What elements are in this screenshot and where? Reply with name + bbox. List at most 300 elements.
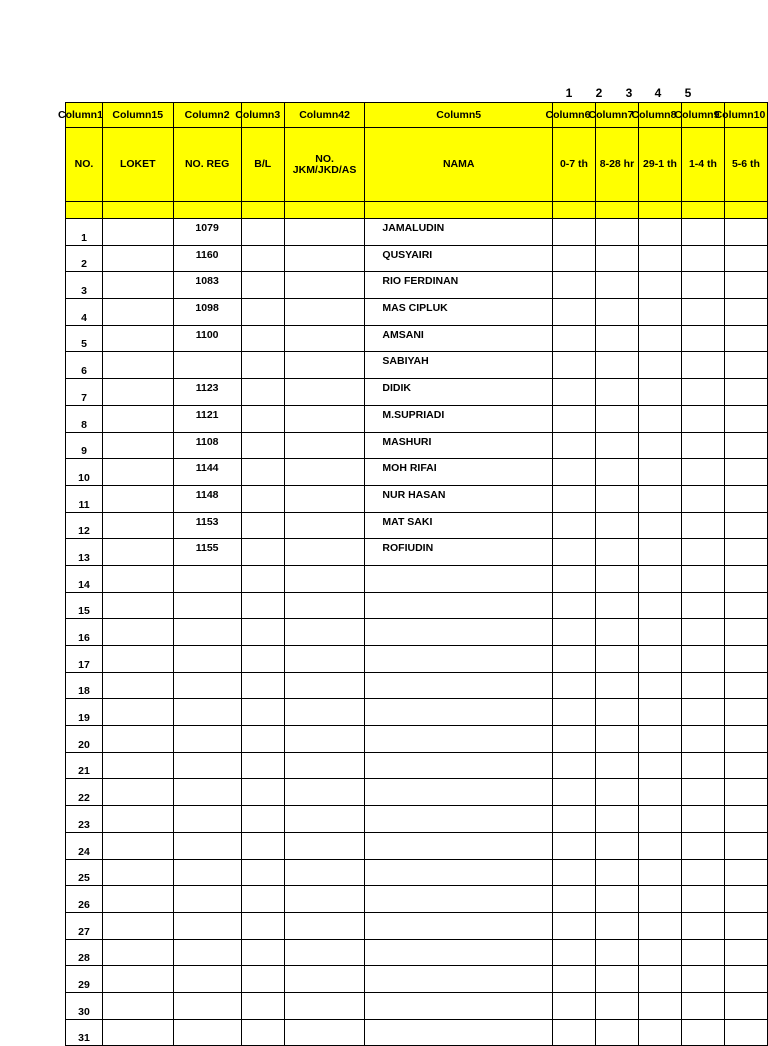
cell-no[interactable]: 15: [66, 592, 103, 619]
cell-age-1-4[interactable]: [681, 565, 724, 592]
cell-age-8-28[interactable]: [595, 405, 638, 432]
cell-age-5-6[interactable]: [724, 592, 767, 619]
cell-nama[interactable]: MOH RIFAI: [365, 459, 553, 486]
cell-age-29-1[interactable]: [638, 512, 681, 539]
cell-age-8-28[interactable]: [595, 806, 638, 833]
cell-age-1-4[interactable]: [681, 646, 724, 673]
cell-bl[interactable]: [241, 485, 284, 512]
cell-age-1-4[interactable]: [681, 432, 724, 459]
cell-nama[interactable]: MAT SAKI: [365, 512, 553, 539]
cell-no[interactable]: 6: [66, 352, 103, 379]
cell-age-1-4[interactable]: [681, 592, 724, 619]
cell-loket[interactable]: [103, 779, 174, 806]
cell-jkm[interactable]: [284, 779, 365, 806]
cell-age-8-28[interactable]: [595, 752, 638, 779]
cell-loket[interactable]: [103, 272, 174, 299]
cell-age-1-4[interactable]: [681, 752, 724, 779]
cell-age-1-4[interactable]: [681, 405, 724, 432]
cell-nama[interactable]: [365, 779, 553, 806]
cell-no[interactable]: 23: [66, 806, 103, 833]
blank-cell[interactable]: [638, 202, 681, 219]
cell-no-reg[interactable]: [173, 646, 241, 673]
cell-nama[interactable]: MAS CIPLUK: [365, 299, 553, 326]
blank-cell[interactable]: [241, 202, 284, 219]
cell-age-5-6[interactable]: [724, 512, 767, 539]
cell-age-0-7[interactable]: [552, 646, 595, 673]
cell-age-5-6[interactable]: [724, 672, 767, 699]
cell-bl[interactable]: [241, 966, 284, 993]
cell-no-reg[interactable]: [173, 565, 241, 592]
cell-bl[interactable]: [241, 1019, 284, 1046]
cell-age-1-4[interactable]: [681, 245, 724, 272]
cell-age-1-4[interactable]: [681, 619, 724, 646]
cell-jkm[interactable]: [284, 565, 365, 592]
cell-age-5-6[interactable]: [724, 299, 767, 326]
cell-age-29-1[interactable]: [638, 219, 681, 246]
cell-age-8-28[interactable]: [595, 726, 638, 753]
cell-no[interactable]: 26: [66, 886, 103, 913]
cell-bl[interactable]: [241, 219, 284, 246]
cell-age-5-6[interactable]: [724, 966, 767, 993]
cell-age-0-7[interactable]: [552, 592, 595, 619]
cell-bl[interactable]: [241, 992, 284, 1019]
column-header[interactable]: Column2: [173, 103, 241, 128]
cell-jkm[interactable]: [284, 672, 365, 699]
cell-nama[interactable]: NUR HASAN: [365, 485, 553, 512]
cell-age-29-1[interactable]: [638, 672, 681, 699]
cell-age-1-4[interactable]: [681, 352, 724, 379]
cell-age-8-28[interactable]: [595, 299, 638, 326]
cell-nama[interactable]: [365, 592, 553, 619]
cell-age-0-7[interactable]: [552, 859, 595, 886]
cell-bl[interactable]: [241, 619, 284, 646]
cell-age-8-28[interactable]: [595, 565, 638, 592]
cell-age-1-4[interactable]: [681, 272, 724, 299]
cell-nama[interactable]: ROFIUDIN: [365, 539, 553, 566]
cell-age-8-28[interactable]: [595, 272, 638, 299]
cell-age-8-28[interactable]: [595, 539, 638, 566]
cell-age-8-28[interactable]: [595, 886, 638, 913]
cell-loket[interactable]: [103, 672, 174, 699]
cell-nama[interactable]: [365, 699, 553, 726]
cell-age-5-6[interactable]: [724, 646, 767, 673]
cell-age-5-6[interactable]: [724, 992, 767, 1019]
column-header[interactable]: Column1: [66, 103, 103, 128]
cell-age-8-28[interactable]: [595, 512, 638, 539]
blank-cell[interactable]: [365, 202, 553, 219]
blank-cell[interactable]: [284, 202, 365, 219]
cell-age-1-4[interactable]: [681, 886, 724, 913]
cell-bl[interactable]: [241, 565, 284, 592]
cell-nama[interactable]: [365, 992, 553, 1019]
cell-jkm[interactable]: [284, 405, 365, 432]
cell-age-8-28[interactable]: [595, 379, 638, 406]
cell-age-0-7[interactable]: [552, 699, 595, 726]
cell-no[interactable]: 19: [66, 699, 103, 726]
cell-age-0-7[interactable]: [552, 565, 595, 592]
cell-no-reg[interactable]: 1144: [173, 459, 241, 486]
cell-loket[interactable]: [103, 752, 174, 779]
cell-age-0-7[interactable]: [552, 752, 595, 779]
cell-age-1-4[interactable]: [681, 485, 724, 512]
cell-loket[interactable]: [103, 1019, 174, 1046]
cell-age-29-1[interactable]: [638, 886, 681, 913]
cell-loket[interactable]: [103, 699, 174, 726]
cell-no[interactable]: 29: [66, 966, 103, 993]
cell-no-reg[interactable]: [173, 752, 241, 779]
cell-no-reg[interactable]: [173, 912, 241, 939]
cell-loket[interactable]: [103, 939, 174, 966]
cell-nama[interactable]: [365, 565, 553, 592]
cell-age-29-1[interactable]: [638, 859, 681, 886]
cell-age-1-4[interactable]: [681, 299, 724, 326]
cell-age-5-6[interactable]: [724, 272, 767, 299]
cell-nama[interactable]: [365, 966, 553, 993]
cell-no[interactable]: 10: [66, 459, 103, 486]
cell-age-5-6[interactable]: [724, 565, 767, 592]
cell-age-0-7[interactable]: [552, 405, 595, 432]
cell-age-1-4[interactable]: [681, 832, 724, 859]
cell-bl[interactable]: [241, 752, 284, 779]
cell-nama[interactable]: [365, 619, 553, 646]
cell-no-reg[interactable]: 1108: [173, 432, 241, 459]
cell-jkm[interactable]: [284, 245, 365, 272]
cell-jkm[interactable]: [284, 646, 365, 673]
cell-bl[interactable]: [241, 325, 284, 352]
cell-jkm[interactable]: [284, 432, 365, 459]
column-header[interactable]: Column10: [724, 103, 767, 128]
cell-loket[interactable]: [103, 806, 174, 833]
cell-loket[interactable]: [103, 459, 174, 486]
cell-age-29-1[interactable]: [638, 325, 681, 352]
column-header[interactable]: Column5: [365, 103, 553, 128]
cell-age-29-1[interactable]: [638, 539, 681, 566]
cell-age-29-1[interactable]: [638, 459, 681, 486]
cell-age-5-6[interactable]: [724, 912, 767, 939]
cell-age-5-6[interactable]: [724, 325, 767, 352]
cell-jkm[interactable]: [284, 1019, 365, 1046]
cell-nama[interactable]: [365, 912, 553, 939]
cell-loket[interactable]: [103, 245, 174, 272]
cell-jkm[interactable]: [284, 992, 365, 1019]
cell-bl[interactable]: [241, 539, 284, 566]
cell-age-1-4[interactable]: [681, 912, 724, 939]
cell-no[interactable]: 4: [66, 299, 103, 326]
cell-no-reg[interactable]: 1148: [173, 485, 241, 512]
cell-no[interactable]: 5: [66, 325, 103, 352]
cell-age-8-28[interactable]: [595, 592, 638, 619]
cell-no[interactable]: 7: [66, 379, 103, 406]
cell-age-0-7[interactable]: [552, 886, 595, 913]
cell-no[interactable]: 22: [66, 779, 103, 806]
cell-no[interactable]: 2: [66, 245, 103, 272]
cell-age-5-6[interactable]: [724, 379, 767, 406]
cell-no[interactable]: 18: [66, 672, 103, 699]
cell-age-29-1[interactable]: [638, 405, 681, 432]
cell-age-1-4[interactable]: [681, 806, 724, 833]
cell-jkm[interactable]: [284, 219, 365, 246]
cell-age-5-6[interactable]: [724, 459, 767, 486]
cell-no-reg[interactable]: 1155: [173, 539, 241, 566]
cell-no-reg[interactable]: [173, 1019, 241, 1046]
cell-no-reg[interactable]: [173, 779, 241, 806]
cell-nama[interactable]: [365, 939, 553, 966]
cell-loket[interactable]: [103, 432, 174, 459]
cell-no-reg[interactable]: [173, 672, 241, 699]
cell-bl[interactable]: [241, 806, 284, 833]
cell-age-8-28[interactable]: [595, 219, 638, 246]
cell-age-0-7[interactable]: [552, 272, 595, 299]
blank-cell[interactable]: [103, 202, 174, 219]
cell-age-29-1[interactable]: [638, 699, 681, 726]
cell-no[interactable]: 25: [66, 859, 103, 886]
cell-age-5-6[interactable]: [724, 806, 767, 833]
cell-age-5-6[interactable]: [724, 779, 767, 806]
cell-loket[interactable]: [103, 592, 174, 619]
cell-age-29-1[interactable]: [638, 245, 681, 272]
column-header[interactable]: Column7: [595, 103, 638, 128]
cell-age-0-7[interactable]: [552, 459, 595, 486]
cell-nama[interactable]: [365, 806, 553, 833]
cell-jkm[interactable]: [284, 966, 365, 993]
cell-jkm[interactable]: [284, 325, 365, 352]
cell-loket[interactable]: [103, 619, 174, 646]
cell-no-reg[interactable]: 1098: [173, 299, 241, 326]
cell-nama[interactable]: [365, 752, 553, 779]
cell-loket[interactable]: [103, 726, 174, 753]
cell-age-0-7[interactable]: [552, 806, 595, 833]
cell-jkm[interactable]: [284, 859, 365, 886]
cell-age-5-6[interactable]: [724, 726, 767, 753]
cell-loket[interactable]: [103, 299, 174, 326]
cell-jkm[interactable]: [284, 272, 365, 299]
cell-age-1-4[interactable]: [681, 672, 724, 699]
cell-age-5-6[interactable]: [724, 859, 767, 886]
cell-bl[interactable]: [241, 912, 284, 939]
cell-age-1-4[interactable]: [681, 512, 724, 539]
cell-no[interactable]: 28: [66, 939, 103, 966]
column-header[interactable]: Column15: [103, 103, 174, 128]
cell-age-1-4[interactable]: [681, 966, 724, 993]
cell-age-29-1[interactable]: [638, 752, 681, 779]
cell-no-reg[interactable]: [173, 886, 241, 913]
cell-age-29-1[interactable]: [638, 592, 681, 619]
cell-age-29-1[interactable]: [638, 806, 681, 833]
cell-no-reg[interactable]: [173, 726, 241, 753]
cell-no-reg[interactable]: 1160: [173, 245, 241, 272]
cell-bl[interactable]: [241, 272, 284, 299]
cell-jkm[interactable]: [284, 379, 365, 406]
cell-age-29-1[interactable]: [638, 726, 681, 753]
cell-no[interactable]: 21: [66, 752, 103, 779]
cell-no[interactable]: 8: [66, 405, 103, 432]
cell-age-0-7[interactable]: [552, 325, 595, 352]
cell-no-reg[interactable]: [173, 992, 241, 1019]
column-header[interactable]: Column3: [241, 103, 284, 128]
column-header[interactable]: Column42: [284, 103, 365, 128]
cell-nama[interactable]: JAMALUDIN: [365, 219, 553, 246]
cell-nama[interactable]: [365, 859, 553, 886]
column-header[interactable]: Column6: [552, 103, 595, 128]
cell-loket[interactable]: [103, 405, 174, 432]
cell-jkm[interactable]: [284, 752, 365, 779]
blank-cell[interactable]: [681, 202, 724, 219]
cell-no-reg[interactable]: [173, 619, 241, 646]
cell-bl[interactable]: [241, 886, 284, 913]
cell-age-0-7[interactable]: [552, 966, 595, 993]
cell-nama[interactable]: DIDIK: [365, 379, 553, 406]
cell-age-8-28[interactable]: [595, 245, 638, 272]
cell-no-reg[interactable]: 1083: [173, 272, 241, 299]
cell-no[interactable]: 12: [66, 512, 103, 539]
cell-age-1-4[interactable]: [681, 1019, 724, 1046]
cell-age-1-4[interactable]: [681, 459, 724, 486]
cell-bl[interactable]: [241, 672, 284, 699]
cell-age-1-4[interactable]: [681, 779, 724, 806]
cell-age-0-7[interactable]: [552, 299, 595, 326]
cell-no-reg[interactable]: [173, 592, 241, 619]
cell-jkm[interactable]: [284, 832, 365, 859]
cell-no-reg[interactable]: [173, 859, 241, 886]
cell-no[interactable]: 30: [66, 992, 103, 1019]
cell-age-29-1[interactable]: [638, 565, 681, 592]
cell-bl[interactable]: [241, 512, 284, 539]
cell-no[interactable]: 17: [66, 646, 103, 673]
cell-bl[interactable]: [241, 379, 284, 406]
cell-no-reg[interactable]: 1100: [173, 325, 241, 352]
cell-age-8-28[interactable]: [595, 672, 638, 699]
cell-age-0-7[interactable]: [552, 485, 595, 512]
cell-loket[interactable]: [103, 485, 174, 512]
cell-bl[interactable]: [241, 299, 284, 326]
cell-age-5-6[interactable]: [724, 245, 767, 272]
cell-age-0-7[interactable]: [552, 939, 595, 966]
cell-loket[interactable]: [103, 352, 174, 379]
cell-age-1-4[interactable]: [681, 992, 724, 1019]
cell-age-0-7[interactable]: [552, 992, 595, 1019]
column-header[interactable]: Column9: [681, 103, 724, 128]
cell-no[interactable]: 27: [66, 912, 103, 939]
cell-no[interactable]: 20: [66, 726, 103, 753]
cell-bl[interactable]: [241, 779, 284, 806]
cell-loket[interactable]: [103, 646, 174, 673]
cell-age-0-7[interactable]: [552, 432, 595, 459]
cell-age-8-28[interactable]: [595, 325, 638, 352]
cell-age-8-28[interactable]: [595, 699, 638, 726]
cell-bl[interactable]: [241, 939, 284, 966]
cell-age-29-1[interactable]: [638, 299, 681, 326]
cell-loket[interactable]: [103, 219, 174, 246]
cell-no[interactable]: 1: [66, 219, 103, 246]
cell-jkm[interactable]: [284, 592, 365, 619]
cell-age-29-1[interactable]: [638, 912, 681, 939]
cell-age-1-4[interactable]: [681, 726, 724, 753]
cell-bl[interactable]: [241, 726, 284, 753]
cell-bl[interactable]: [241, 646, 284, 673]
cell-bl[interactable]: [241, 699, 284, 726]
cell-age-1-4[interactable]: [681, 219, 724, 246]
cell-age-5-6[interactable]: [724, 699, 767, 726]
cell-jkm[interactable]: [284, 939, 365, 966]
cell-age-29-1[interactable]: [638, 779, 681, 806]
cell-nama[interactable]: [365, 726, 553, 753]
cell-jkm[interactable]: [284, 886, 365, 913]
cell-loket[interactable]: [103, 992, 174, 1019]
cell-age-8-28[interactable]: [595, 779, 638, 806]
cell-age-5-6[interactable]: [724, 939, 767, 966]
cell-no-reg[interactable]: [173, 939, 241, 966]
cell-jkm[interactable]: [284, 699, 365, 726]
cell-no[interactable]: 31: [66, 1019, 103, 1046]
cell-no[interactable]: 9: [66, 432, 103, 459]
cell-loket[interactable]: [103, 859, 174, 886]
cell-age-0-7[interactable]: [552, 379, 595, 406]
blank-cell[interactable]: [552, 202, 595, 219]
cell-jkm[interactable]: [284, 299, 365, 326]
cell-no-reg[interactable]: [173, 966, 241, 993]
cell-no-reg[interactable]: [173, 699, 241, 726]
cell-bl[interactable]: [241, 832, 284, 859]
cell-bl[interactable]: [241, 352, 284, 379]
cell-age-0-7[interactable]: [552, 779, 595, 806]
cell-bl[interactable]: [241, 459, 284, 486]
cell-age-1-4[interactable]: [681, 379, 724, 406]
cell-no[interactable]: 16: [66, 619, 103, 646]
cell-age-8-28[interactable]: [595, 485, 638, 512]
blank-cell[interactable]: [595, 202, 638, 219]
cell-nama[interactable]: MASHURI: [365, 432, 553, 459]
cell-no-reg[interactable]: 1153: [173, 512, 241, 539]
cell-nama[interactable]: [365, 646, 553, 673]
cell-age-29-1[interactable]: [638, 966, 681, 993]
cell-age-5-6[interactable]: [724, 405, 767, 432]
cell-age-0-7[interactable]: [552, 352, 595, 379]
cell-age-8-28[interactable]: [595, 1019, 638, 1046]
cell-age-29-1[interactable]: [638, 432, 681, 459]
cell-age-8-28[interactable]: [595, 966, 638, 993]
cell-no-reg[interactable]: 1121: [173, 405, 241, 432]
cell-no[interactable]: 3: [66, 272, 103, 299]
cell-age-5-6[interactable]: [724, 886, 767, 913]
cell-loket[interactable]: [103, 325, 174, 352]
cell-loket[interactable]: [103, 512, 174, 539]
cell-age-8-28[interactable]: [595, 619, 638, 646]
cell-age-8-28[interactable]: [595, 832, 638, 859]
cell-age-1-4[interactable]: [681, 939, 724, 966]
cell-nama[interactable]: [365, 1019, 553, 1046]
cell-no[interactable]: 24: [66, 832, 103, 859]
cell-jkm[interactable]: [284, 619, 365, 646]
cell-age-0-7[interactable]: [552, 832, 595, 859]
cell-age-8-28[interactable]: [595, 646, 638, 673]
cell-bl[interactable]: [241, 432, 284, 459]
column-header[interactable]: Column8: [638, 103, 681, 128]
cell-age-0-7[interactable]: [552, 726, 595, 753]
cell-nama[interactable]: [365, 832, 553, 859]
cell-no-reg[interactable]: 1079: [173, 219, 241, 246]
cell-no-reg[interactable]: 1123: [173, 379, 241, 406]
cell-age-0-7[interactable]: [552, 619, 595, 646]
cell-nama[interactable]: AMSANI: [365, 325, 553, 352]
cell-age-0-7[interactable]: [552, 512, 595, 539]
cell-age-29-1[interactable]: [638, 272, 681, 299]
cell-nama[interactable]: SABIYAH: [365, 352, 553, 379]
cell-age-8-28[interactable]: [595, 352, 638, 379]
cell-nama[interactable]: RIO FERDINAN: [365, 272, 553, 299]
cell-age-5-6[interactable]: [724, 432, 767, 459]
blank-cell[interactable]: [66, 202, 103, 219]
cell-age-8-28[interactable]: [595, 939, 638, 966]
